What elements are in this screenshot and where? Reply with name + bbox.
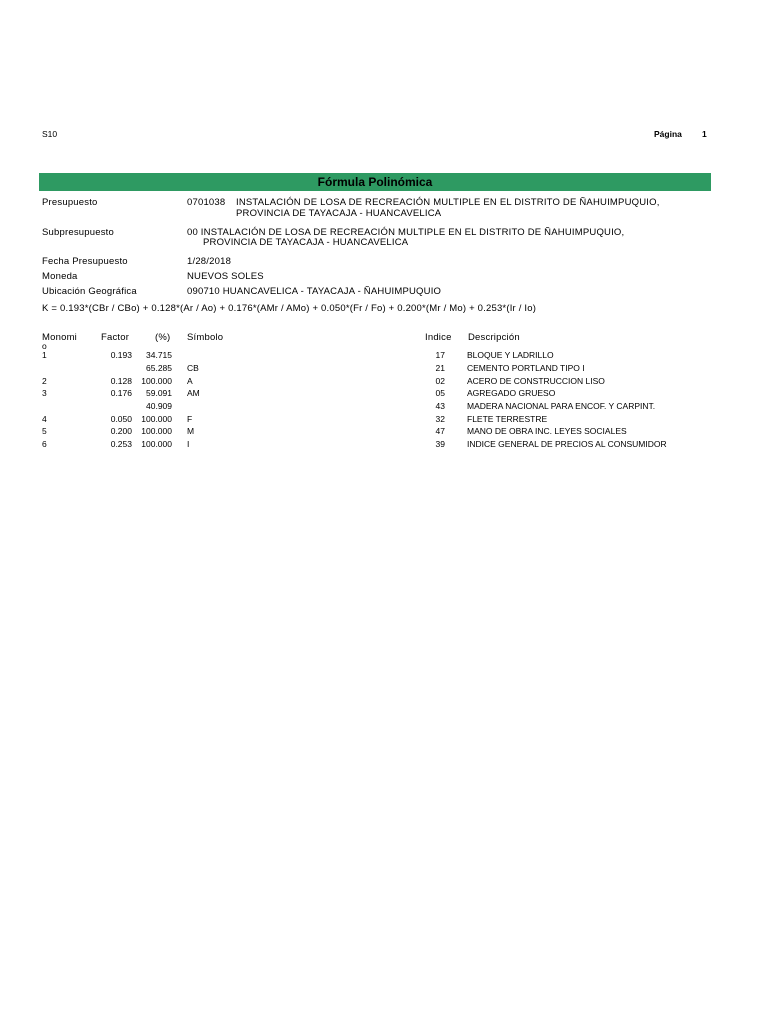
factor-cell: 0.050	[110, 414, 132, 424]
descripcion-cell: MANO DE OBRA INC. LEYES SOCIALES	[467, 426, 627, 436]
descripcion-cell: CEMENTO PORTLAND TIPO I	[467, 363, 585, 373]
percent-cell: 100.000	[141, 439, 172, 449]
factor-cell: 0.128	[110, 376, 132, 386]
percent-cell: 65.285	[146, 363, 172, 373]
monomio-cell: 1	[42, 350, 47, 360]
descripcion-cell: MADERA NACIONAL PARA ENCOF. Y CARPINT.	[467, 401, 656, 411]
indice-cell: 43	[435, 401, 445, 411]
descripcion-cell: AGREGADO GRUESO	[467, 388, 556, 398]
polynomial-formula: K = 0.193*(CBr / CBo) + 0.128*(Ar / Ao) + 0.176*(AMr / AMo) + 0.050*(Fr / Fo) + 0.200*(Mr / Mo) + 0.253*(Ir / Io)	[42, 303, 537, 314]
presupuesto-code: 0701038	[187, 197, 226, 208]
col-header-factor: Factor	[101, 332, 130, 343]
simbolo-cell: A	[187, 376, 193, 386]
ubicacion-value: 090710 HUANCAVELICA - TAYACAJA - ÑAHUIMPUQUIO	[187, 286, 442, 297]
table-row	[0, 401, 768, 413]
ubicacion-label: Ubicación Geográfica	[42, 286, 137, 297]
indice-cell: 32	[435, 414, 445, 424]
col-header-pct: (%)	[155, 332, 171, 343]
col-header-monomio: Monomi	[42, 332, 77, 343]
descripcion-cell: BLOQUE Y LADRILLO	[467, 350, 554, 360]
fecha-label: Fecha Presupuesto	[42, 256, 128, 267]
simbolo-cell: I	[187, 439, 190, 449]
title-bar	[39, 173, 711, 191]
table-row	[0, 414, 768, 426]
percent-cell: 34.715	[146, 350, 172, 360]
presupuesto-line2: PROVINCIA DE TAYACAJA - HUANCAVELICA	[236, 208, 442, 219]
moneda-value: NUEVOS SOLES	[187, 271, 264, 282]
table-row	[0, 376, 768, 388]
indice-cell: 17	[435, 350, 445, 360]
simbolo-cell: AM	[187, 388, 200, 398]
fecha-value: 1/28/2018	[187, 256, 232, 267]
table-row	[0, 350, 768, 362]
percent-cell: 59.091	[146, 388, 172, 398]
indice-cell: 02	[435, 376, 445, 386]
factor-cell: 0.200	[110, 426, 132, 436]
descripcion-cell: ACERO DE CONSTRUCCION LISO	[467, 376, 605, 386]
percent-cell: 100.000	[141, 426, 172, 436]
moneda-label: Moneda	[42, 271, 78, 282]
indice-cell: 21	[435, 363, 445, 373]
monomio-cell: 4	[42, 414, 47, 424]
table-row	[0, 388, 768, 400]
simbolo-cell: F	[187, 414, 193, 424]
presupuesto-line1: INSTALACIÓN DE LOSA DE RECREACIÓN MULTIPLE EN EL DISTRITO DE ÑAHUIMPUQUIO,	[236, 197, 660, 208]
page-number: 1	[702, 129, 707, 139]
col-header-descripcion: Descripción	[468, 332, 520, 343]
table-row	[0, 426, 768, 438]
factor-cell: 0.253	[110, 439, 132, 449]
descripcion-cell: INDICE GENERAL DE PRECIOS AL CONSUMIDOR	[467, 439, 667, 449]
monomio-cell: 2	[42, 376, 47, 386]
percent-cell: 100.000	[141, 376, 172, 386]
factor-cell: 0.193	[110, 350, 132, 360]
subpresupuesto-line2: PROVINCIA DE TAYACAJA - HUANCAVELICA	[203, 237, 409, 248]
factor-cell: 0.176	[110, 388, 132, 398]
monomio-cell: 3	[42, 388, 47, 398]
document-title: Fórmula Polinómica	[317, 175, 433, 189]
percent-cell: 40.909	[146, 401, 172, 411]
subpresupuesto-line1: 00 INSTALACIÓN DE LOSA DE RECREACIÓN MULTIPLE EN EL DISTRITO DE ÑAHUIMPUQUIO,	[187, 227, 625, 238]
indice-cell: 05	[435, 388, 445, 398]
indice-cell: 47	[435, 426, 445, 436]
table-row	[0, 439, 768, 451]
report-code: S10	[42, 129, 58, 139]
monomio-cell: 5	[42, 426, 47, 436]
descripcion-cell: FLETE TERRESTRE	[467, 414, 548, 424]
presupuesto-label: Presupuesto	[42, 197, 98, 208]
indice-cell: 39	[435, 439, 445, 449]
col-header-simbolo: Símbolo	[187, 332, 224, 343]
col-header-indice: Indice	[425, 332, 452, 343]
page-label: Página	[654, 129, 682, 139]
percent-cell: 100.000	[141, 414, 172, 424]
subpresupuesto-label: Subpresupuesto	[42, 227, 114, 238]
simbolo-cell: M	[187, 426, 195, 436]
monomio-cell: 6	[42, 439, 47, 449]
simbolo-cell: CB	[187, 363, 199, 373]
col-header-monomio-cont: o	[42, 341, 47, 351]
table-row	[0, 363, 768, 375]
